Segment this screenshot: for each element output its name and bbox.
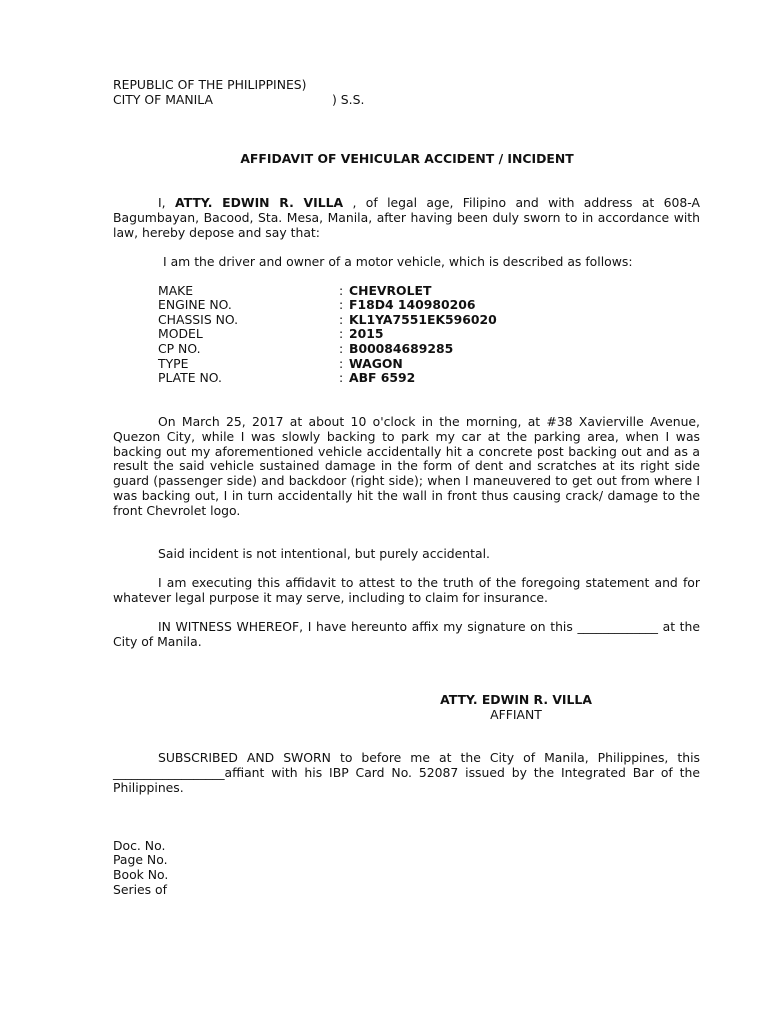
notarial-page-no: Page No. — [113, 852, 168, 867]
affiant-name-inline: ATTY. EDWIN R. VILLA — [174, 195, 344, 210]
witness-paragraph: IN WITNESS WHEREOF, I have hereunto affix my signature on this _____________ at the City of Manila. — [113, 619, 700, 649]
executing-paragraph: I am executing this affidavit to attest to the truth of the foregoing statement and for whatever legal purpose it may serve, including to claim for insurance. — [113, 575, 700, 605]
vehicle-label: TYPE — [158, 356, 189, 371]
vehicle-value: CHEVROLET — [349, 283, 432, 298]
incident-paragraph: On March 25, 2017 at about 10 o'clock in the morning, at #38 Xavierville Avenue, Quezon City, while I was slowly backing to park my car at the parking area, when I was backing out my aforementioned vehicle accidentally hit a concrete post backing out and as a result the said vehicle sustained damage in the form of dent and scratches at its right side guard (passenger side) and backdoor (right side); when I maneuvered to get out from where I was backing out, I in turn accidentally hit the wall in front thus causing crack/ damage to the front Chevrolet logo. — [113, 414, 700, 518]
signature-role: AFFIANT — [490, 707, 542, 722]
notarial-series: Series of — [113, 882, 167, 897]
document-title: AFFIDAVIT OF VEHICULAR ACCIDENT / INCIDENT — [240, 151, 574, 166]
vehicle-value: ABF 6592 — [349, 370, 416, 385]
vehicle-value: WAGON — [349, 356, 403, 371]
caption-ss: ) S.S. — [332, 92, 365, 107]
driver-statement: I am the driver and owner of a motor vehicle, which is described as follows: — [163, 254, 633, 269]
not-intentional-statement: Said incident is not intentional, but purely accidental. — [158, 546, 490, 561]
vehicle-separator: : — [339, 312, 344, 327]
vehicle-separator: : — [339, 341, 344, 356]
notarial-doc-no: Doc. No. — [113, 838, 166, 853]
intro-pre: I, — [158, 195, 175, 210]
vehicle-label: CHASSIS NO. — [158, 312, 239, 327]
vehicle-value: F18D4 140980206 — [349, 297, 476, 312]
vehicle-label: CP NO. — [158, 341, 201, 356]
vehicle-separator: : — [339, 283, 344, 298]
vehicle-label: ENGINE NO. — [158, 297, 232, 312]
intro-post: , of legal age, Filipino and with address at 608-A Bagumbayan, Bacood, Sta. Mesa, Manila, after having been duly sworn to in accordance with law, hereby depose and say that: — [113, 195, 700, 240]
signature-name: ATTY. EDWIN R. VILLA — [440, 692, 592, 707]
vehicle-separator: : — [339, 297, 344, 312]
vehicle-label: MODEL — [158, 326, 203, 341]
intro-paragraph — [113, 196, 700, 240]
caption-republic: REPUBLIC OF THE PHILIPPINES) — [113, 77, 307, 92]
caption-city: CITY OF MANILA — [113, 92, 213, 107]
vehicle-value: KL1YA7551EK596020 — [349, 312, 497, 327]
vehicle-separator: : — [339, 370, 344, 385]
vehicle-label: MAKE — [158, 283, 194, 298]
jurat-paragraph: SUBSCRIBED AND SWORN to before me at the City of Manila, Philippines, this __________________affiant with his IBP Card No. 52087 issued by the Integrated Bar of the Philippines. — [113, 750, 700, 795]
vehicle-separator: : — [339, 356, 344, 371]
vehicle-label: PLATE NO. — [158, 370, 222, 385]
vehicle-value: B00084689285 — [349, 341, 454, 356]
vehicle-separator: : — [339, 326, 344, 341]
notarial-book-no: Book No. — [113, 867, 169, 882]
vehicle-value: 2015 — [349, 326, 384, 341]
